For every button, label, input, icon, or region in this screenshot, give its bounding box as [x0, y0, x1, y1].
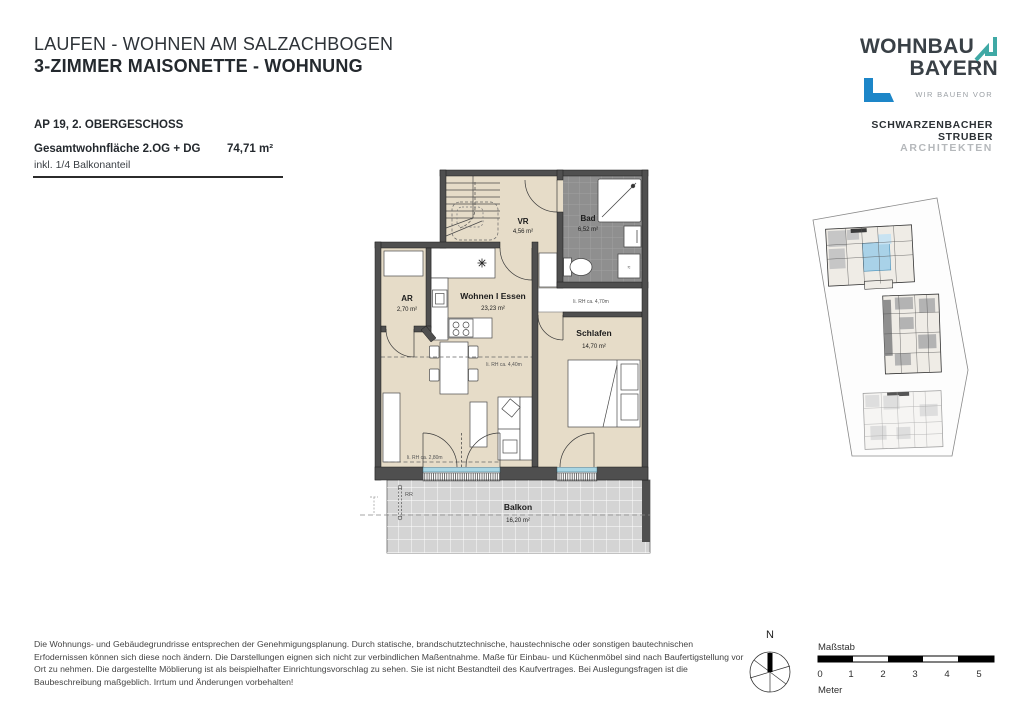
project-title: LAUFEN - WOHNEN AM SALZACHBOGEN — [34, 34, 394, 54]
architects-line1: SCHWARZENBACHER — [871, 119, 993, 131]
site-building-top — [826, 225, 915, 291]
room-area-schlafen: 14,70 m² — [582, 344, 606, 350]
rr-label: RR — [405, 492, 413, 498]
room-label-balkon: Balkon — [503, 502, 533, 512]
room-area-bad: 6,52 m² — [577, 227, 599, 233]
north-compass — [742, 626, 798, 706]
stove — [449, 319, 473, 337]
toilet — [564, 258, 593, 276]
svg-text:2: 2 — [880, 669, 886, 680]
bed — [568, 360, 640, 427]
unit-floor-line: AP 19, 2. OBERGESCHOSS — [34, 119, 184, 131]
disclaimer-text: Die Wohnungs- und Gebäudegrundrisse entsprechen der Genehmigungsplanung. Durch statische, brandschutztechnische, haustechnische oder sonstigen bautechnischen Erfodernissen können sich diese noch ändern. Die Darstellungen eignen sich nicht zur verbindlichen Maßentnahme. Maße für Einbau- und Küchenmöbel sind nach Baufertigstellung vor Ort zu nehmen. Die dargestellte Möblierung ist als beispielhafter Einrichtungsvorschlag zu sehen. Sie ist nicht Bestandteil des Kaufvertrages. Bei Auslegungsfragen ist die Baubeschreibung maßgeblich. Irrtum und Änderungen vorbehalten! — [34, 639, 744, 687]
room-area-vr: 4,56 m² — [512, 229, 534, 235]
floorplan-drawing — [360, 150, 670, 570]
svg-text:5: 5 — [976, 669, 982, 680]
site-key-plan — [800, 195, 970, 475]
svg-text:4: 4 — [944, 669, 950, 680]
balcony-share-note: inkl. 1/4 Balkonanteil — [34, 159, 131, 171]
vent-symbol — [478, 259, 487, 268]
room-label-vr: VR — [517, 217, 529, 226]
north-label: N — [766, 629, 774, 641]
svg-text:0: 0 — [817, 669, 823, 680]
balcony — [360, 480, 650, 553]
logo-corner-icon — [974, 35, 999, 62]
site-building-bottom — [863, 391, 943, 450]
rh-280-label: li. RH ca. 2,80m — [407, 455, 443, 461]
company-tagline: WIR BAUEN VOR — [915, 90, 993, 99]
company-name-line1: WOHNBAU — [860, 35, 975, 58]
washbasin — [624, 226, 641, 247]
scale-unit: Meter — [818, 685, 843, 696]
header-divider — [33, 176, 283, 178]
room-label-schlafen: Schlafen — [576, 328, 612, 338]
svg-text:1: 1 — [848, 669, 854, 680]
architects-block — [860, 120, 993, 155]
rh-440-label: li. RH ca. 4,40m — [486, 362, 522, 368]
rh-470-label: li. RH ca. 4,70m — [573, 299, 609, 305]
architects-line3: ARCHITEKTEN — [900, 142, 993, 154]
site-building-middle — [883, 294, 942, 374]
svg-text:3: 3 — [912, 669, 918, 680]
total-area-value: 74,71 m² — [227, 143, 274, 155]
scale-bar — [815, 640, 1005, 702]
svg-text:≈: ≈ — [627, 265, 631, 271]
room-area-ar: 2,70 m² — [396, 307, 418, 313]
company-name-line2: BAYERN — [909, 57, 998, 80]
room-label-bad: Bad — [580, 214, 596, 223]
scale-ticks — [817, 669, 981, 680]
balcony-privacy-wall — [642, 480, 650, 542]
storage-shelf — [384, 251, 423, 276]
wardrobe — [383, 393, 400, 462]
room-label-wohnen: Wohnen I Essen — [460, 291, 526, 301]
total-area-row — [34, 143, 334, 155]
room-label-ar: AR — [401, 294, 413, 303]
unit-title: 3-ZIMMER MAISONETTE - WOHNUNG — [34, 56, 363, 76]
architects-line2: STRUBER — [938, 130, 993, 143]
scale-label: Maßstab — [818, 642, 855, 653]
room-height-box — [538, 288, 645, 312]
total-area-label: Gesamtwohnfläche 2.OG + DG — [34, 143, 201, 155]
room-area-balkon: 16,20 m² — [506, 518, 530, 524]
room-area-wohnen: 23,23 m² — [481, 306, 505, 312]
hall-cabinet — [539, 253, 557, 287]
